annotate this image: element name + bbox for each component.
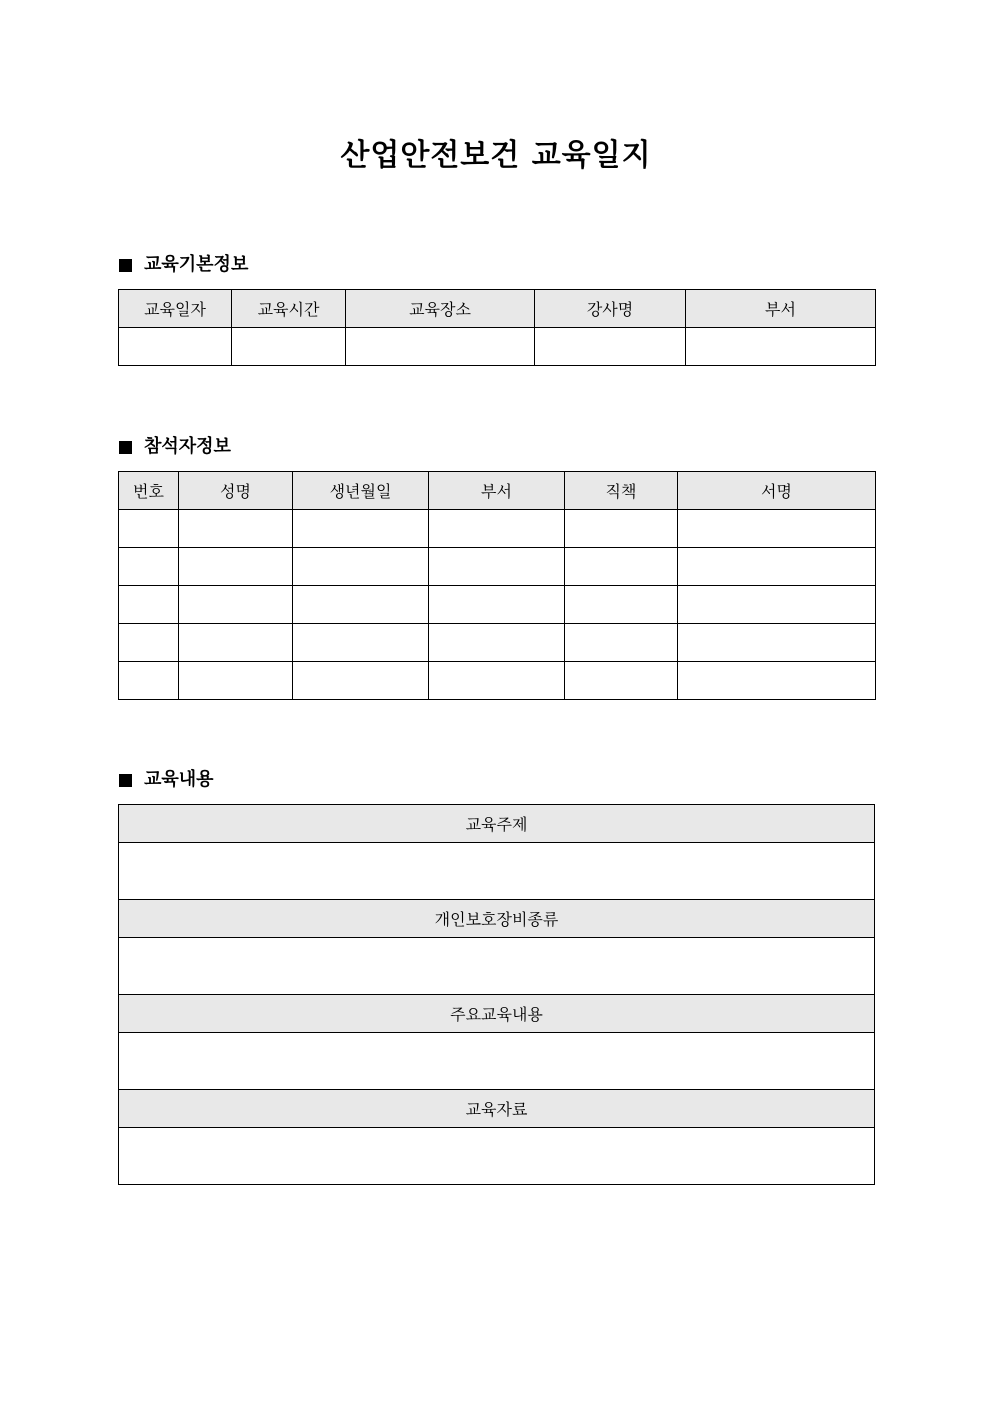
header-cell-ppe-types: 개인보호장비종류 bbox=[119, 900, 875, 938]
birthdate-field[interactable] bbox=[293, 548, 429, 586]
topic-field[interactable] bbox=[119, 843, 875, 900]
birthdate-field[interactable] bbox=[293, 586, 429, 624]
number-field[interactable] bbox=[119, 662, 179, 700]
header-cell-instructor: 강사명 bbox=[535, 290, 686, 328]
signature-field[interactable] bbox=[678, 662, 876, 700]
table-row bbox=[119, 938, 875, 995]
date-field[interactable] bbox=[119, 328, 232, 366]
table-row bbox=[119, 1033, 875, 1090]
table-row bbox=[119, 328, 876, 366]
page-title: 산업안전보건 교육일지 bbox=[340, 138, 652, 173]
header-cell-topic: 교육주제 bbox=[119, 805, 875, 843]
section-heading-attendees bbox=[119, 435, 231, 459]
section-heading-label: 교육내용 bbox=[144, 769, 214, 790]
square-bullet-icon bbox=[119, 774, 132, 787]
table-header-row bbox=[119, 290, 876, 328]
birthdate-field[interactable] bbox=[293, 624, 429, 662]
attendee-table bbox=[118, 471, 876, 700]
name-field[interactable] bbox=[179, 586, 293, 624]
name-field[interactable] bbox=[179, 510, 293, 548]
section-heading-label: 참석자정보 bbox=[144, 436, 231, 457]
materials-field[interactable] bbox=[119, 1128, 875, 1185]
table-header-row bbox=[119, 900, 875, 938]
signature-field[interactable] bbox=[678, 586, 876, 624]
header-cell-birthdate: 생년월일 bbox=[293, 472, 429, 510]
ppe-types-field[interactable] bbox=[119, 938, 875, 995]
birthdate-field[interactable] bbox=[293, 662, 429, 700]
table-row bbox=[119, 586, 876, 624]
department-field[interactable] bbox=[429, 624, 565, 662]
table-row bbox=[119, 548, 876, 586]
content-table bbox=[118, 804, 875, 1185]
table-row bbox=[119, 624, 876, 662]
signature-field[interactable] bbox=[678, 548, 876, 586]
signature-field[interactable] bbox=[678, 510, 876, 548]
table-row bbox=[119, 1128, 875, 1185]
department-field[interactable] bbox=[429, 662, 565, 700]
position-field[interactable] bbox=[565, 662, 678, 700]
number-field[interactable] bbox=[119, 510, 179, 548]
section-heading-content bbox=[119, 768, 214, 792]
section-heading-label: 교육기본정보 bbox=[144, 254, 249, 275]
name-field[interactable] bbox=[179, 548, 293, 586]
table-header-row bbox=[119, 472, 876, 510]
department-field[interactable] bbox=[429, 548, 565, 586]
place-field[interactable] bbox=[346, 328, 535, 366]
signature-field[interactable] bbox=[678, 624, 876, 662]
instructor-field[interactable] bbox=[535, 328, 686, 366]
header-cell-department: 부서 bbox=[429, 472, 565, 510]
department-field[interactable] bbox=[429, 510, 565, 548]
table-row bbox=[119, 510, 876, 548]
square-bullet-icon bbox=[119, 259, 132, 272]
header-cell-time: 교육시간 bbox=[232, 290, 346, 328]
department-field[interactable] bbox=[429, 586, 565, 624]
square-bullet-icon bbox=[119, 441, 132, 454]
table-row bbox=[119, 843, 875, 900]
header-cell-materials: 교육자료 bbox=[119, 1090, 875, 1128]
header-cell-position: 직책 bbox=[565, 472, 678, 510]
table-header-row bbox=[119, 1090, 875, 1128]
table-header-row bbox=[119, 995, 875, 1033]
header-cell-number: 번호 bbox=[119, 472, 179, 510]
header-cell-department: 부서 bbox=[686, 290, 876, 328]
name-field[interactable] bbox=[179, 624, 293, 662]
birthdate-field[interactable] bbox=[293, 510, 429, 548]
time-field[interactable] bbox=[232, 328, 346, 366]
header-cell-place: 교육장소 bbox=[346, 290, 535, 328]
table-header-row bbox=[119, 805, 875, 843]
header-cell-main-content: 주요교육내용 bbox=[119, 995, 875, 1033]
basic-info-table bbox=[118, 289, 876, 366]
number-field[interactable] bbox=[119, 586, 179, 624]
main-content-field[interactable] bbox=[119, 1033, 875, 1090]
position-field[interactable] bbox=[565, 548, 678, 586]
header-cell-date: 교육일자 bbox=[119, 290, 232, 328]
table-row bbox=[119, 662, 876, 700]
position-field[interactable] bbox=[565, 624, 678, 662]
section-heading-basic-info bbox=[119, 253, 248, 277]
name-field[interactable] bbox=[179, 662, 293, 700]
position-field[interactable] bbox=[565, 586, 678, 624]
department-field[interactable] bbox=[686, 328, 876, 366]
number-field[interactable] bbox=[119, 548, 179, 586]
position-field[interactable] bbox=[565, 510, 678, 548]
header-cell-name: 성명 bbox=[179, 472, 293, 510]
header-cell-signature: 서명 bbox=[678, 472, 876, 510]
number-field[interactable] bbox=[119, 624, 179, 662]
